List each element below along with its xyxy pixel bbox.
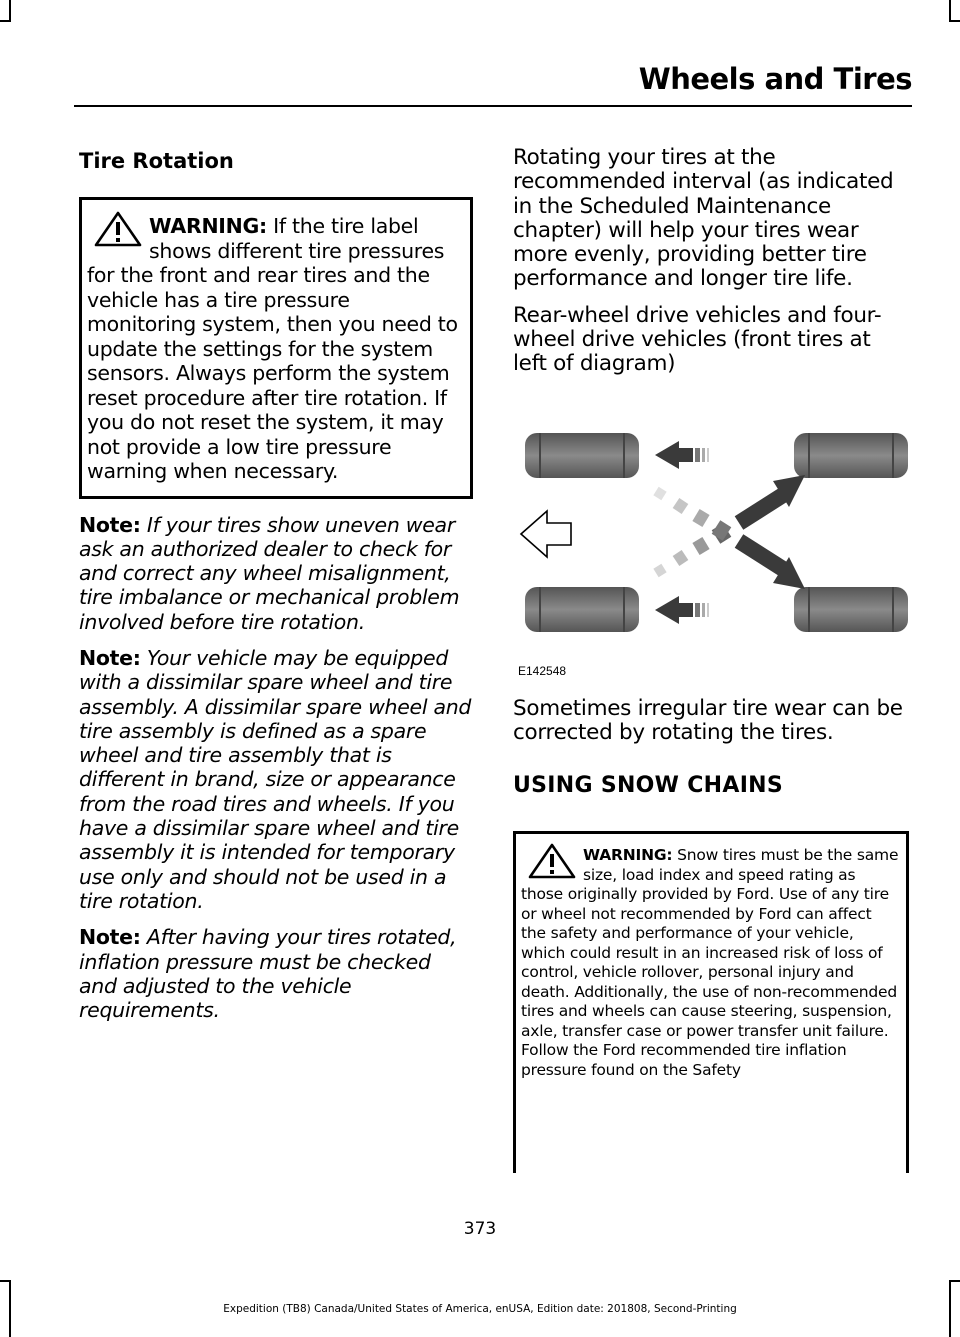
page-header-title: Wheels and Tires [638, 62, 912, 96]
crop-mark [949, 0, 951, 22]
header-rule [74, 105, 912, 107]
footer-edition: Expedition (TB8) Canada/United States of America, enUSA, Edition date: 201808, Second-Printing [223, 1303, 737, 1315]
warning-triangle-icon [93, 210, 143, 248]
arrow-cross-to-rear-left [739, 475, 805, 523]
note-text: Your vehicle may be equipped with a dissimilar spare wheel and tire assembly. A dissimilar spare wheel and tire assembly is defined as a spare wheel and tire assembly that is different in brand, size or appearance from the road tires and wheels. If you have a dissimilar spare wheel and tire assembly it is intended for temporary use only and should not be used in a tire rotation. [79, 645, 472, 913]
figure-code: E142548 [518, 663, 567, 678]
arrow-left-bottom [655, 596, 709, 624]
tire-rotation-diagram [513, 433, 909, 681]
tire-front-right [525, 587, 639, 632]
arrow-trail-lower [656, 491, 727, 534]
paragraph-rotation-interval: Rotating your tires at the recommended interval (as indicated in the Scheduled Maintenance chapter) will help your tires wear more evenly, providing better tire performance and longer tire life. [513, 145, 894, 292]
warning-text: Snow tires must be the same size, load index and speed rating as those originally provided by Ford. Use of any tire or wheel not recommended by Ford can affect the safety and performance of your vehicle, which could result in an increased risk of loss of control, vehicle rollover, personal injury and death. Additionally, the use of non-recommended tires and wheels can cause steering, suspension, axle, transfer case or power transfer unit failure. Follow the Ford recommended tire inflation pressure found on the Safety [521, 846, 899, 1079]
right-column [513, 142, 909, 1173]
warning-label: WARNING: [149, 214, 267, 238]
tire-front-left [525, 433, 639, 478]
page-number: 373 [463, 1219, 497, 1239]
crop-mark [0, 1280, 11, 1282]
section-title-tire-rotation: Tire Rotation [79, 149, 234, 173]
paragraph-irregular-wear: Sometimes irregular tire wear can be corrected by rotating the tires. [513, 695, 903, 745]
note-label: Note: [79, 925, 141, 950]
arrow-cross-to-rear-right [739, 541, 805, 589]
crop-mark [949, 20, 960, 22]
tire-rear-right [794, 587, 908, 632]
note-inflation-pressure [79, 925, 473, 1022]
note-dissimilar-spare [79, 646, 473, 913]
note-label: Note: [79, 645, 141, 670]
note-text: After having your tires rotated, inflation pressure must be checked and adjusted to the vehicle requirements. [79, 925, 457, 1023]
direction-arrow-outline-icon [521, 511, 571, 557]
warning-triangle-icon [527, 842, 577, 880]
note-text: If your tires show uneven wear ask an authorized dealer to check for and correct any wheel misalignment, tire imbalance or mechanical problem involved before tire rotation. [79, 512, 460, 634]
crop-mark [0, 20, 11, 22]
note-label: Note: [79, 512, 141, 537]
note-uneven-wear [79, 513, 473, 634]
tire-rear-left [794, 433, 908, 478]
crop-mark [9, 0, 11, 22]
warning-label: WARNING: [583, 846, 673, 865]
crop-mark [949, 1280, 960, 1282]
tire-rotation-figure [513, 433, 909, 681]
warning-box-tpms [79, 197, 473, 499]
section-title-snow-chains: USING SNOW CHAINS [513, 773, 784, 799]
left-column [79, 142, 473, 1022]
warning-text: If the tire label shows different tire pressures for the front and rear tires and the vehicle has a tire pressure monitoring system, then you need to update the settings for the system sensors. Always perform the system reset procedure after tire rotation. If you do not reset the system, it may not provide a low tire pressure warning when necessary. [87, 214, 458, 483]
warning-box-snow-tires [513, 831, 909, 1173]
paragraph-rear-wheel-drive: Rear-wheel drive vehicles and four-wheel drive vehicles (front tires at left of diagram) [513, 302, 882, 377]
arrow-left-top [655, 441, 709, 469]
